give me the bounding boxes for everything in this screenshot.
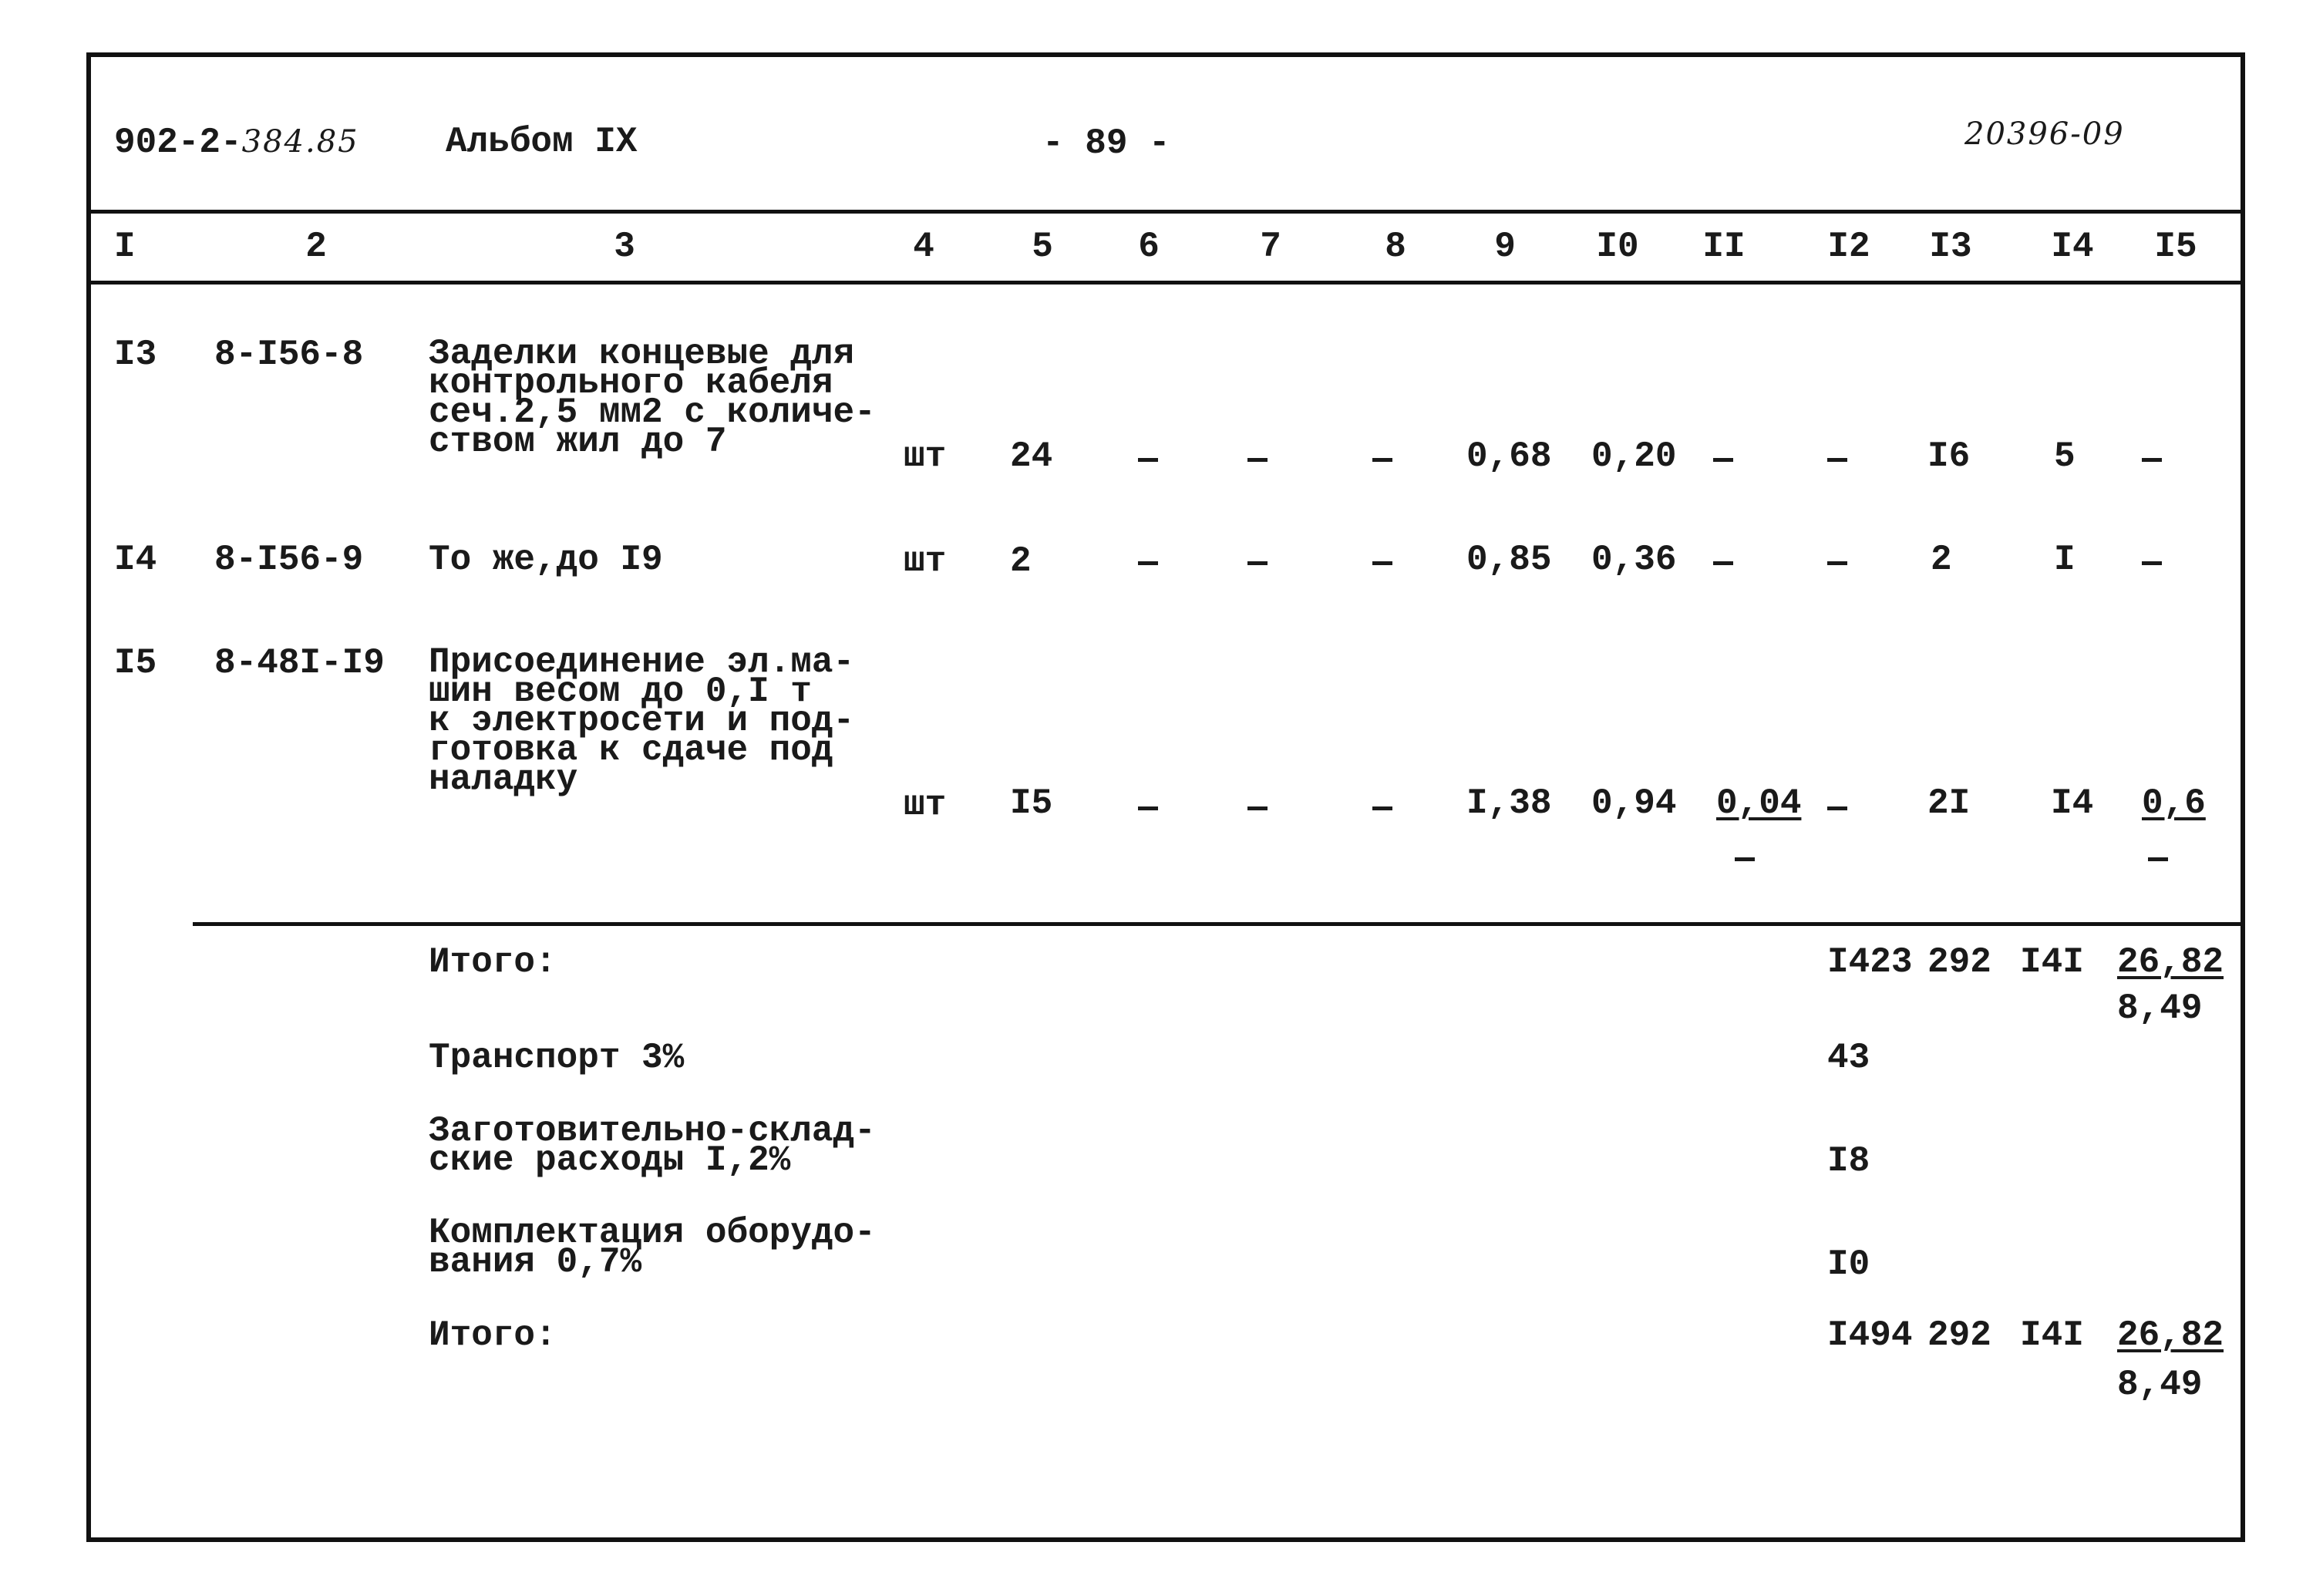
row-col10: 0,94	[1591, 783, 1677, 823]
row-description: Присоединение эл.ма- шин весом до 0,I т к электросети и под- готовка к сдаче под наладку	[429, 642, 855, 800]
column-header: I5	[2154, 227, 2197, 267]
dash	[1713, 561, 1733, 565]
page-number: - 89 -	[1042, 123, 1170, 163]
summary-col12: 43	[1827, 1038, 1870, 1078]
row-description: То же,до I9	[429, 540, 663, 580]
dash	[1713, 458, 1733, 462]
summary-col15-bottom: 8,49	[2117, 1365, 2203, 1405]
summary-col13: 292	[1927, 1315, 1991, 1355]
summary-col13: 292	[1927, 942, 1991, 982]
dash	[1138, 806, 1158, 810]
column-header: I2	[1827, 227, 1870, 267]
row-col9: I,38	[1466, 783, 1552, 823]
row-qty: I5	[1010, 783, 1053, 823]
summary-col14: I4I	[2020, 942, 2084, 982]
row-number: I4	[114, 540, 157, 580]
dash	[1372, 458, 1392, 462]
column-header: 3	[614, 227, 635, 267]
dash	[1138, 561, 1158, 565]
row-col14: I4	[2051, 783, 2094, 823]
row-col15: 0,6	[2142, 783, 2206, 823]
row-unit: шт	[904, 436, 947, 476]
dash	[2148, 857, 2168, 861]
summary-col15-top: 26,82	[2117, 942, 2224, 982]
column-header: 6	[1138, 227, 1160, 267]
dash	[1247, 806, 1268, 810]
album-label: Альбом IX	[446, 122, 638, 162]
column-header: I4	[2051, 227, 2094, 267]
row-description: Заделки концевые для контрольного кабеля сеч.2,5 мм2 с количе- ством жил до 7	[429, 334, 876, 462]
row-code: 8-I56-9	[214, 540, 364, 580]
row-unit: шт	[904, 785, 947, 825]
column-header: I0	[1596, 227, 1639, 267]
doc-number: 20396-09	[1964, 116, 2125, 152]
summary-col12: I0	[1827, 1244, 1870, 1285]
dash	[1827, 806, 1847, 810]
column-header: 9	[1494, 227, 1516, 267]
dash	[1827, 561, 1847, 565]
header-top-rule	[91, 210, 2241, 214]
row-number: I5	[114, 643, 157, 683]
dash	[1827, 458, 1847, 462]
summary-col15-bottom: 8,49	[2117, 988, 2203, 1029]
row-col13: I6	[1927, 436, 1971, 476]
row-col9: 0,68	[1466, 436, 1552, 476]
row-col13: 2I	[1927, 783, 1971, 823]
dash	[1372, 561, 1392, 565]
dash	[1138, 458, 1158, 462]
column-header: 4	[913, 227, 934, 267]
dash	[2142, 561, 2162, 565]
totals-rule	[193, 922, 2241, 926]
row-code: 8-48I-I9	[214, 643, 385, 683]
summary-label: Комплектация оборудо- вания 0,7%	[429, 1213, 876, 1282]
summary-label: Итого:	[429, 942, 557, 982]
dash	[1247, 458, 1268, 462]
dash	[1372, 806, 1392, 810]
row-col14: I	[2054, 540, 2076, 580]
row-number: I3	[114, 335, 157, 375]
summary-col12: I494	[1827, 1315, 1913, 1355]
summary-label: Итого:	[429, 1315, 557, 1355]
row-col10: 0,20	[1591, 436, 1677, 476]
header-bottom-rule	[91, 281, 2241, 285]
summary-col12: I8	[1827, 1141, 1870, 1181]
row-col9: 0,85	[1466, 540, 1552, 580]
summary-col12: I423	[1827, 942, 1913, 982]
row-col10: 0,36	[1591, 540, 1677, 580]
column-header: 8	[1385, 227, 1406, 267]
column-header: 2	[305, 227, 327, 267]
summary-col15-top: 26,82	[2117, 1315, 2224, 1355]
summary-col14: I4I	[2020, 1315, 2084, 1355]
row-qty: 24	[1010, 436, 1053, 476]
summary-label: Транспорт 3%	[429, 1038, 685, 1078]
page-frame	[86, 52, 2245, 1542]
dash	[1735, 857, 1755, 861]
summary-label: Заготовительно-склад- ские расходы I,2%	[429, 1111, 876, 1180]
row-col14: 5	[2054, 436, 2076, 476]
row-unit: шт	[904, 541, 947, 581]
row-col11: 0,04	[1716, 783, 1802, 823]
column-header: 5	[1032, 227, 1053, 267]
column-header: I3	[1929, 227, 1972, 267]
column-header: II	[1702, 227, 1746, 267]
row-col13: 2	[1931, 540, 1952, 580]
dash	[2142, 458, 2162, 462]
column-header: 7	[1260, 227, 1281, 267]
row-qty: 2	[1010, 541, 1032, 581]
dash	[1247, 561, 1268, 565]
document-code: 902-2-384.85	[114, 123, 359, 163]
column-header: I	[114, 227, 136, 267]
row-code: 8-I56-8	[214, 335, 364, 375]
